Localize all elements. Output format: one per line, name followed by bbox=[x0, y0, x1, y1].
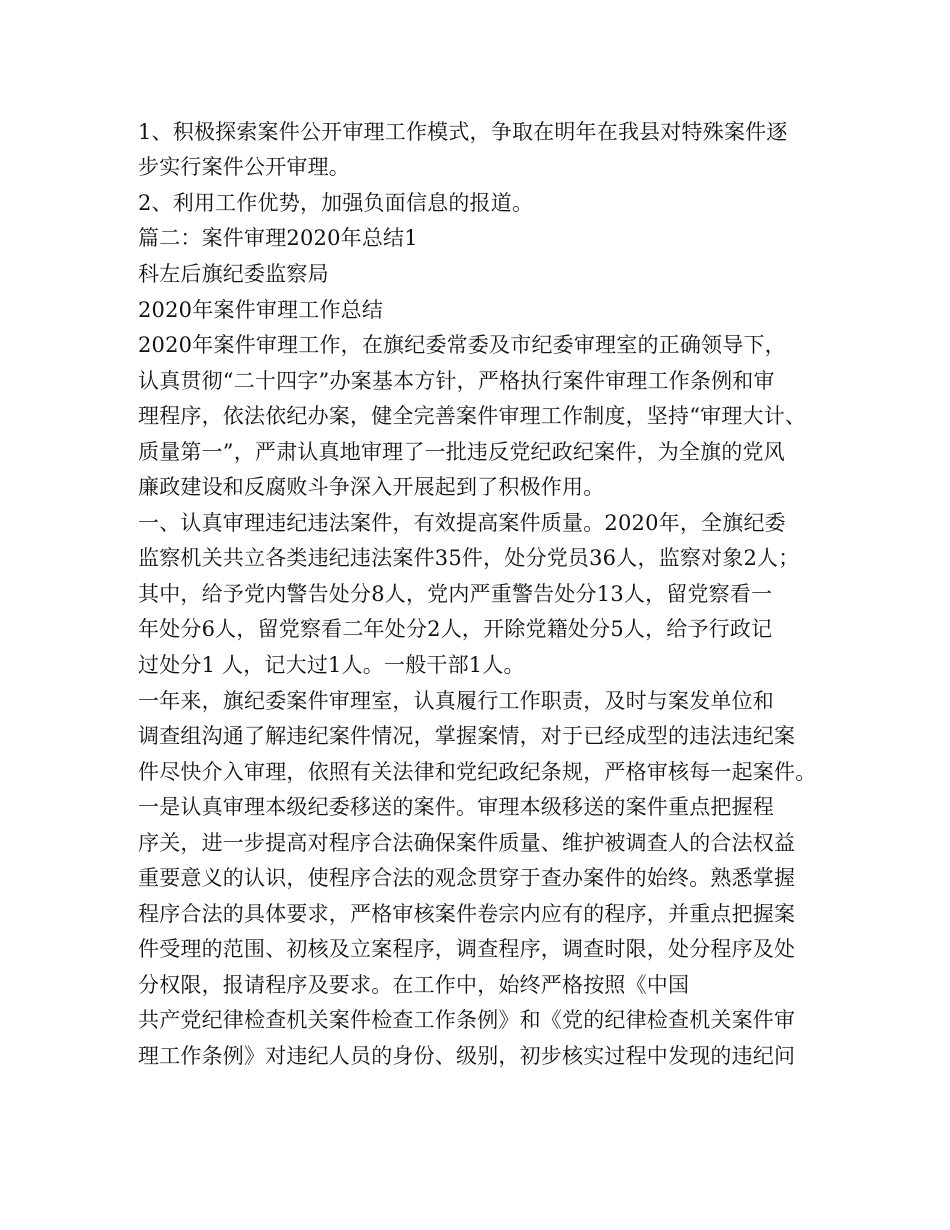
organization-name: 科左后旗纪委监察局 bbox=[138, 262, 329, 286]
text-line: 过处分1 人，记大过1人。一般干部1人。 bbox=[138, 653, 525, 677]
text-line: 认真贯彻“二十四字”办案基本方针，严格执行案件审理工作条例和审 bbox=[138, 369, 775, 393]
text-line: 年处分6人，留党察看二年处分2人，开除党籍处分5人，给予行政记 bbox=[138, 617, 773, 641]
text-line: 监察机关共立各类违纪违法案件35件，处分党员36人，监察对象2人； bbox=[138, 546, 800, 570]
text-line: 程序合法的具体要求，严格审核案件卷宗内应有的程序，并重点把握案 bbox=[138, 902, 796, 926]
text-line: 质量第一”，严肃认真地审理了一批违反党纪政纪案件，为全旗的党风 bbox=[138, 440, 785, 464]
section-heading: 篇二：案件审理2020年总结1 bbox=[138, 226, 418, 250]
text-line: 1、积极探索案件公开审理工作模式，争取在明年在我县对特殊案件逐 bbox=[138, 120, 788, 144]
text-line: 2020年案件审理工作，在旗纪委常委及市纪委审理室的正确领导下， bbox=[138, 333, 786, 357]
text-line: 理程序，依法依纪办案，健全完善案件审理工作制度，坚持“审理大计、 bbox=[138, 404, 807, 428]
text-line: 一是认真审理本级纪委移送的案件。审理本级移送的案件重点把握程 bbox=[138, 795, 774, 819]
text-line: 件尽快介入审理，依照有关法律和党纪政纪条规，严格审核每一起案件。 bbox=[138, 760, 817, 784]
text-line: 2、利用工作优势，加强负面信息的报道。 bbox=[138, 191, 534, 215]
document-title: 2020年案件审理工作总结 bbox=[138, 298, 384, 322]
text-line: 共产党纪律检查机关案件检查工作条例》和《党的纪律检查机关案件审 bbox=[138, 1008, 796, 1032]
text-line: 重要意义的认识，使程序合法的观念贯穿于查办案件的始终。熟悉掌握 bbox=[138, 866, 796, 890]
text-line: 一年来，旗纪委案件审理室，认真履行工作职责，及时与案发单位和 bbox=[138, 689, 774, 713]
text-line: 分权限，报请程序及要求。在工作中，始终严格按照《中国 bbox=[138, 973, 690, 997]
text-line: 件受理的范围、初核及立案程序，调查程序，调查时限，处分程序及处 bbox=[138, 937, 796, 961]
text-line: 一、认真审理违纪违法案件，有效提高案件质量。2020年，全旗纪委 bbox=[138, 511, 786, 535]
text-line: 廉政建设和反腐败斗争深入开展起到了积极作用。 bbox=[138, 475, 605, 499]
text-line: 理工作条例》对违纪人员的身份、级别，初步核实过程中发现的违纪问 bbox=[138, 1044, 796, 1068]
text-line: 步实行案件公开审理。 bbox=[138, 155, 350, 179]
text-line: 其中，给予党内警告处分8人，党内严重警告处分13人，留党察看一 bbox=[138, 582, 773, 606]
text-line: 序关，进一步提高对程序合法确保案件质量、维护被调查人的合法权益 bbox=[138, 831, 796, 855]
text-line: 调查组沟通了解违纪案件情况，掌握案情，对于已经成型的违法违纪案 bbox=[138, 724, 796, 748]
